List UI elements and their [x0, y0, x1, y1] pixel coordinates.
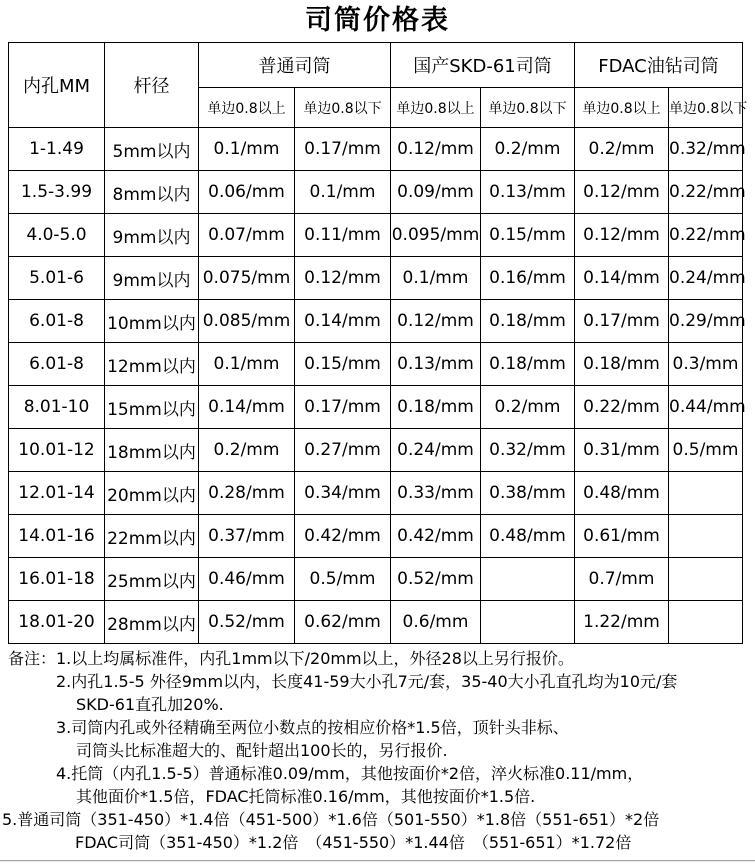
- table-row: [9, 128, 743, 171]
- rod-cell: 10mm以内: [105, 300, 199, 343]
- subheader-above: 单边0.8以上: [199, 88, 295, 128]
- price-cell: 0.13/mm: [481, 171, 575, 214]
- price-cell: 0.085/mm: [199, 300, 295, 343]
- price-cell: 0.2/mm: [481, 128, 575, 171]
- header-bore: 内孔MM: [9, 43, 105, 128]
- price-cell: 0.18/mm: [391, 386, 481, 429]
- price-cell: 0.1/mm: [391, 257, 481, 300]
- price-cell: 0.17/mm: [295, 128, 391, 171]
- price-cell: 0.5/mm: [295, 558, 391, 601]
- price-cell: 0.06/mm: [199, 171, 295, 214]
- table-row: [9, 300, 743, 343]
- price-cell: 0.31/mm: [575, 429, 669, 472]
- price-cell: 0.17/mm: [295, 386, 391, 429]
- price-cell: 0.48/mm: [575, 472, 669, 515]
- price-cell: 0.12/mm: [575, 214, 669, 257]
- notes-section: [0, 647, 755, 854]
- header-rod: 杆径: [105, 43, 199, 128]
- price-cell: 0.15/mm: [481, 214, 575, 257]
- rod-cell: 18mm以内: [105, 429, 199, 472]
- rod-cell: 15mm以内: [105, 386, 199, 429]
- price-cell: 0.12/mm: [391, 128, 481, 171]
- table-row: [9, 429, 743, 472]
- price-cell: 0.24/mm: [391, 429, 481, 472]
- price-table: [8, 42, 748, 644]
- note-line: 2.内孔1.5-5 外径9mm以内，长度41-59大小孔7元/套，35-40大小孔直孔均为10元/套: [56, 672, 678, 691]
- price-cell: 0.18/mm: [481, 343, 575, 386]
- price-cell: 0.27/mm: [295, 429, 391, 472]
- price-cell: 0.61/mm: [575, 515, 669, 558]
- bore-cell: 12.01-14: [9, 472, 105, 515]
- price-cell: 0.5/mm: [669, 429, 743, 472]
- price-cell: 0.14/mm: [575, 257, 669, 300]
- note-line: 4.托筒（内孔1.5-5）普通标准0.09/mm，其他按面价*2倍，淬火标准0.11/mm，: [56, 764, 644, 783]
- price-cell: 0.46/mm: [199, 558, 295, 601]
- bore-cell: 5.01-6: [9, 257, 105, 300]
- price-cell: 0.14/mm: [295, 300, 391, 343]
- bore-cell: 4.0-5.0: [9, 214, 105, 257]
- note-line: SKD-61直孔加20%.: [76, 695, 224, 714]
- bore-cell: 14.01-16: [9, 515, 105, 558]
- bore-cell: 1.5-3.99: [9, 171, 105, 214]
- bottom-divider: [0, 860, 755, 862]
- rod-cell: 9mm以内: [105, 257, 199, 300]
- header-group-row: [9, 43, 743, 88]
- rod-cell: 5mm以内: [105, 128, 199, 171]
- header-group-ordinary: 普通司筒: [199, 43, 391, 88]
- note-line: FDAC司筒（351-450）*1.2倍 （451-550）*1.44倍 （551-651）*1.72倍: [75, 833, 632, 852]
- rod-cell: 25mm以内: [105, 558, 199, 601]
- bore-cell: 6.01-8: [9, 343, 105, 386]
- rod-cell: 20mm以内: [105, 472, 199, 515]
- price-cell: 0.2/mm: [481, 386, 575, 429]
- price-cell: [481, 558, 575, 601]
- price-cell: 0.32/mm: [669, 128, 743, 171]
- subheader-above: 单边0.8以上: [575, 88, 669, 128]
- table-row: [9, 386, 743, 429]
- price-cell: 0.3/mm: [669, 343, 743, 386]
- price-cell: 0.14/mm: [199, 386, 295, 429]
- price-cell: 0.29/mm: [669, 300, 743, 343]
- bore-cell: 18.01-20: [9, 601, 105, 644]
- price-cell: 0.37/mm: [199, 515, 295, 558]
- price-cell: 0.22/mm: [575, 386, 669, 429]
- price-cell: 0.44/mm: [669, 386, 743, 429]
- note-line: 3.司筒内孔或外径精确至两位小数点的按相应价格*1.5倍，顶针头非标、: [56, 718, 569, 737]
- price-cell: 0.32/mm: [481, 429, 575, 472]
- bore-cell: 1-1.49: [9, 128, 105, 171]
- header-group-skd61: 国产SKD-61司筒: [391, 43, 575, 88]
- price-cell: 0.48/mm: [481, 515, 575, 558]
- price-cell: 0.2/mm: [575, 128, 669, 171]
- rod-cell: 8mm以内: [105, 171, 199, 214]
- price-table-body: [9, 128, 746, 644]
- note-line: 备注：1.以上均属标准件，内孔1mm以下/20mm以上，外径28以上另行报价。: [8, 649, 574, 668]
- price-cell: 0.33/mm: [391, 472, 481, 515]
- price-cell: [481, 601, 575, 644]
- note-line: 5.普通司筒（351-450）*1.4倍（451-500）*1.6倍（501-550）*1.8倍（551-651）*2倍: [2, 810, 660, 829]
- price-cell: 0.13/mm: [391, 343, 481, 386]
- rod-cell: 28mm以内: [105, 601, 199, 644]
- price-cell: 0.62/mm: [295, 601, 391, 644]
- price-cell: 0.1/mm: [199, 343, 295, 386]
- price-cell: 0.1/mm: [199, 128, 295, 171]
- price-cell: 0.07/mm: [199, 214, 295, 257]
- document-page: [0, 4, 755, 864]
- bore-cell: 8.01-10: [9, 386, 105, 429]
- price-cell: 0.24/mm: [669, 257, 743, 300]
- table-row: [9, 601, 743, 644]
- price-cell: 0.22/mm: [669, 171, 743, 214]
- page-title: 司筒价格表: [305, 5, 450, 36]
- price-cell: 1.22/mm: [575, 601, 669, 644]
- price-cell: 0.6/mm: [391, 601, 481, 644]
- price-cell: 0.075/mm: [199, 257, 295, 300]
- price-cell: 0.28/mm: [199, 472, 295, 515]
- subheader-below: 单边0.8以下: [295, 88, 391, 128]
- note-line: 其他面价*1.5倍，FDAC托筒标准0.16/mm，其他按面价*1.5倍.: [76, 787, 536, 806]
- price-cell: 0.2/mm: [199, 429, 295, 472]
- subheader-below: 单边0.8以下: [669, 88, 743, 128]
- price-cell: 0.1/mm: [295, 171, 391, 214]
- table-row: [9, 257, 743, 300]
- price-cell: 0.52/mm: [391, 558, 481, 601]
- price-cell: [669, 601, 743, 644]
- rod-cell: 22mm以内: [105, 515, 199, 558]
- bore-cell: 16.01-18: [9, 558, 105, 601]
- price-cell: 0.34/mm: [295, 472, 391, 515]
- price-cell: 0.7/mm: [575, 558, 669, 601]
- table-row: [9, 515, 743, 558]
- price-cell: 0.11/mm: [295, 214, 391, 257]
- price-cell: 0.16/mm: [481, 257, 575, 300]
- price-cell: 0.18/mm: [481, 300, 575, 343]
- table-row: [9, 214, 743, 257]
- table-row: [9, 171, 743, 214]
- price-cell: 0.42/mm: [295, 515, 391, 558]
- price-cell: 0.12/mm: [391, 300, 481, 343]
- rod-cell: 12mm以内: [105, 343, 199, 386]
- subheader-above: 单边0.8以上: [391, 88, 481, 128]
- price-cell: 0.42/mm: [391, 515, 481, 558]
- subheader-below: 单边0.8以下: [481, 88, 575, 128]
- price-cell: 0.22/mm: [669, 214, 743, 257]
- table-row: [9, 472, 743, 515]
- price-cell: 0.52/mm: [199, 601, 295, 644]
- table-row: [9, 343, 743, 386]
- price-cell: 0.095/mm: [391, 214, 481, 257]
- note-line: 司筒头比标准超大的、配针超出100长的，另行报价.: [76, 741, 448, 760]
- table-row: [9, 558, 743, 601]
- bore-cell: 10.01-12: [9, 429, 105, 472]
- price-cell: 0.18/mm: [575, 343, 669, 386]
- price-cell: 0.12/mm: [295, 257, 391, 300]
- bore-cell: 6.01-8: [9, 300, 105, 343]
- price-cell: 0.38/mm: [481, 472, 575, 515]
- price-cell: 0.09/mm: [391, 171, 481, 214]
- price-cell: 0.17/mm: [575, 300, 669, 343]
- price-cell: [669, 515, 743, 558]
- price-cell: 0.12/mm: [575, 171, 669, 214]
- price-cell: [669, 472, 743, 515]
- price-cell: 0.15/mm: [295, 343, 391, 386]
- header-group-fdac: FDAC油钻司筒: [575, 43, 743, 88]
- rod-cell: 9mm以内: [105, 214, 199, 257]
- price-cell: [669, 558, 743, 601]
